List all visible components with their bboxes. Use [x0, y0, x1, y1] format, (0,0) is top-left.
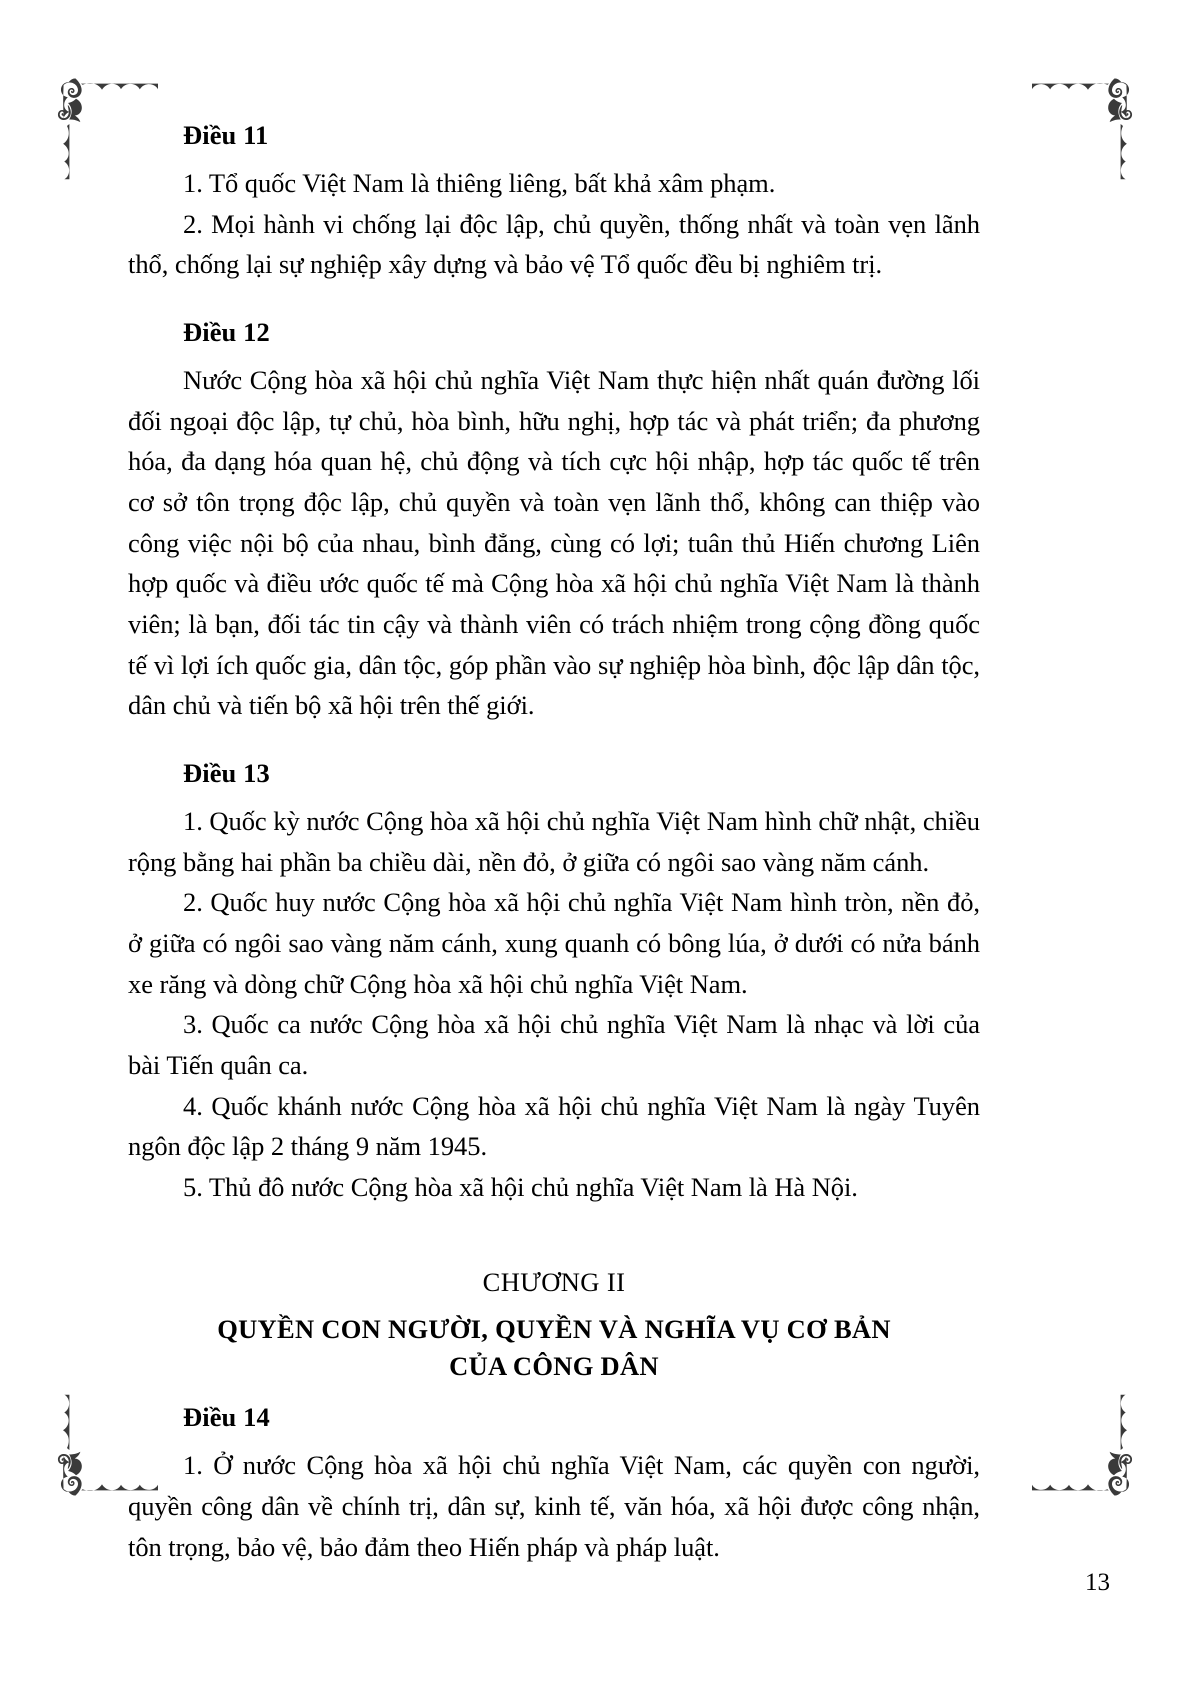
article-heading-dieu-13: Điều 13	[183, 758, 270, 788]
chapter-label: CHƯƠNG II	[482, 1266, 626, 1297]
article-heading-dieu-12: Điều 12	[183, 316, 270, 347]
chapter-title-line-2: CỦA CÔNG DÂN	[449, 1350, 659, 1381]
article-paragraph: 1. Quốc kỳ nước Cộng hòa xã hội chủ nghĩa Việt Nam hình chữ nhật, chiều rộng bằng hai phần ba chiều dài, nền đỏ, ở giữa có ngôi sao vàng năm cánh.	[128, 805, 980, 877]
corner-flourish-icon-top-right	[1015, 72, 1135, 192]
chapter-title	[128, 1311, 980, 1384]
document-body	[128, 118, 980, 1567]
article-heading-dieu-11: Điều 11	[183, 120, 269, 150]
chapter-heading-block	[128, 1264, 980, 1385]
article-paragraph: 2. Mọi hành vi chống lại độc lập, chủ quyền, thống nhất và toàn vẹn lãnh thổ, chống lại sự nghiệp xây dựng và bảo vệ Tổ quốc đều bị nghiêm trị.	[128, 208, 980, 280]
article-paragraph: 5. Thủ đô nước Cộng hòa xã hội chủ nghĩa Việt Nam là Hà Nội.	[183, 1172, 858, 1203]
article-paragraph: 4. Quốc khánh nước Cộng hòa xã hội chủ nghĩa Việt Nam là ngày Tuyên ngôn độc lập 2 tháng 9 năm 1945.	[128, 1090, 980, 1162]
page-number: 13	[1085, 1569, 1110, 1596]
article-paragraph: 2. Quốc huy nước Cộng hòa xã hội chủ nghĩa Việt Nam hình tròn, nền đỏ, ở giữa có ngôi sao vàng năm cánh, xung quanh có bông lúa, ở dưới có nửa bánh xe răng và dòng chữ Cộng hòa xã hội chủ nghĩa Việt Nam.	[128, 887, 980, 999]
article-paragraph: 1. Ở nước Cộng hòa xã hội chủ nghĩa Việt Nam, các quyền con người, quyền công dân về chính trị, dân sự, kinh tế, văn hóa, xã hội được công nhận, tôn trọng, bảo vệ, bảo đảm theo Hiến pháp và pháp luật.	[128, 1450, 980, 1562]
corner-flourish-icon-bottom-right	[1015, 1382, 1135, 1502]
article-paragraph: 3. Quốc ca nước Cộng hòa xã hội chủ nghĩa Việt Nam là nhạc và lời của bài Tiến quân ca.	[128, 1009, 980, 1080]
article-paragraph: 1. Tổ quốc Việt Nam là thiêng liêng, bất khả xâm phạm.	[183, 167, 776, 198]
chapter-title-line-1: QUYỀN CON NGƯỜI, QUYỀN VÀ NGHĨA VỤ CƠ BẢN	[217, 1314, 891, 1345]
article-paragraph: Nước Cộng hòa xã hội chủ nghĩa Việt Nam thực hiện nhất quán đường lối đối ngoại độc lập, tự chủ, hòa bình, hữu nghị, hợp tác và phát triển; đa phương hóa, đa dạng hóa quan hệ, chủ động và tích cực hội nhập, hợp tác quốc tế trên cơ sở tôn trọng độc lập, chủ quyền và toàn vẹn lãnh thổ, không can thiệp vào công việc nội bộ của nhau, bình đẳng, cùng có lợi; tuân thủ Hiến chương Liên hợp quốc và điều ước quốc tế mà Cộng hòa xã hội chủ nghĩa Việt Nam là thành viên; là bạn, đối tác tin cậy và thành viên có trách nhiệm trong cộng đồng quốc tế vì lợi ích quốc gia, dân tộc, góp phần vào sự nghiệp hòa bình, độc lập dân tộc, dân chủ và tiến bộ xã hội trên thế giới.	[128, 364, 980, 721]
article-heading-dieu-14: Điều 14	[183, 1402, 270, 1433]
